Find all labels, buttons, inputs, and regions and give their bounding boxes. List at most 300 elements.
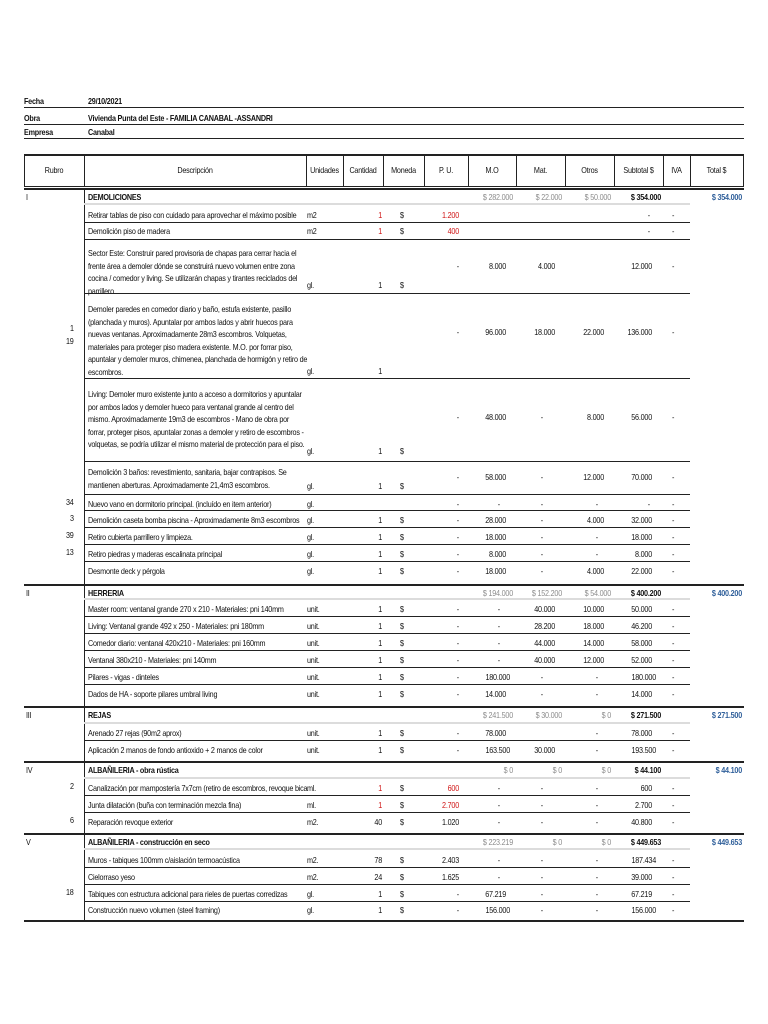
row-unit: gl. bbox=[307, 499, 314, 509]
row-qty: 40 bbox=[374, 817, 382, 827]
empresa-value: Canabal bbox=[88, 127, 115, 137]
row-description: Construcción nuevo volumen (steel framing) bbox=[88, 905, 220, 915]
section-mat: $ 0 bbox=[552, 837, 562, 847]
row-qty: 1 bbox=[378, 549, 382, 559]
row-otros: - bbox=[595, 872, 598, 882]
row-currency: $ bbox=[400, 446, 404, 456]
col-iva: IVA bbox=[671, 165, 682, 175]
row-subtotal: 8.000 bbox=[635, 549, 652, 559]
row-unit: gl. bbox=[307, 532, 314, 542]
row-pu: - bbox=[456, 566, 459, 576]
row-pu: - bbox=[456, 532, 459, 542]
section-otros: $ 50.000 bbox=[584, 192, 611, 202]
row-pu: - bbox=[456, 327, 459, 337]
row-description: Demolición 3 baños: revestimiento, sanitaria, bajar contrapisos. Se mantienen aberturas. Aproximadamente 21,4m3 escombros. bbox=[88, 467, 287, 490]
row-currency: $ bbox=[400, 783, 404, 793]
row-unit: gl. bbox=[307, 905, 314, 915]
row-mat: - bbox=[540, 855, 543, 865]
col-unidades: Unidades bbox=[310, 165, 339, 175]
section-title: HERRERIA bbox=[88, 588, 124, 598]
row-iva: - bbox=[672, 905, 675, 915]
row-currency: $ bbox=[400, 638, 404, 648]
row-qty: 1 bbox=[378, 446, 382, 456]
row-qty: 1 bbox=[378, 604, 382, 614]
row-currency: $ bbox=[400, 515, 404, 525]
row-unit: unit. bbox=[307, 604, 320, 614]
row-description: Aplicación 2 manos de fondo antioxido + 2 manos de color bbox=[88, 745, 263, 755]
row-mo: - bbox=[497, 872, 500, 882]
row-mat: 40.000 bbox=[534, 655, 555, 665]
col-cantidad: Cantidad bbox=[349, 165, 377, 175]
col-otros: Otros bbox=[581, 165, 598, 175]
row-mat: 30.000 bbox=[534, 745, 555, 755]
row-subtotal: 70.000 bbox=[631, 472, 652, 482]
row-description: Arenado 27 rejas (90m2 aprox) bbox=[88, 728, 182, 738]
row-description: Retiro piedras y maderas escalinata principal bbox=[88, 549, 223, 559]
section-title: ALBAÑILERIA - construcción en seco bbox=[88, 837, 210, 847]
row-mat: - bbox=[540, 566, 543, 576]
row-currency: $ bbox=[400, 621, 404, 631]
row-mat: - bbox=[540, 689, 543, 699]
row-unit: m2. bbox=[307, 855, 319, 865]
row-mat: - bbox=[540, 672, 543, 682]
row-qty: 1 bbox=[378, 481, 382, 491]
row-subtotal: 18.000 bbox=[631, 532, 652, 542]
row-mo: - bbox=[497, 499, 500, 509]
row-description: Nuevo vano en dormitorio principal. (incluído en item anterior) bbox=[88, 499, 272, 509]
row-currency: $ bbox=[400, 889, 404, 899]
section-title: DEMOLICIONES bbox=[88, 192, 142, 202]
row-mo: 163.500 bbox=[485, 745, 510, 755]
row-currency: $ bbox=[400, 532, 404, 542]
section-mat: $ 22.000 bbox=[535, 192, 562, 202]
row-subtotal: 12.000 bbox=[631, 261, 652, 271]
row-otros: 22.000 bbox=[583, 327, 604, 337]
row-pu: - bbox=[456, 655, 459, 665]
row-unit: m2. bbox=[307, 872, 319, 882]
section-subtotal: $ 354.000 bbox=[630, 192, 661, 202]
row-iva: - bbox=[672, 889, 675, 899]
row-mo: 78.000 bbox=[485, 728, 506, 738]
section-total: $ 354.000 bbox=[711, 192, 742, 202]
col-subtotal: Subtotal $ bbox=[623, 165, 654, 175]
row-unit: gl. bbox=[307, 889, 314, 899]
row-description: Sector Este: Construir pared provisoria de chapas para cerrar hacia el frente área a demoler dónde se construirá nuevo volumen entre zona cocina / comedor y living. Se utilizarán chapas y tirantes reciclados del parrillero. bbox=[88, 248, 298, 296]
row-pu: - bbox=[456, 905, 459, 915]
row-otros: - bbox=[595, 800, 598, 810]
row-unit: unit. bbox=[307, 638, 320, 648]
row-subtotal: 14.000 bbox=[631, 689, 652, 699]
row-mat: - bbox=[540, 412, 543, 422]
row-description: Living: Demoler muro existente junto a acceso a dormitorios y apuntalar por ambos lados y demoler hueco para ventanal grande al centro del mismo. Aproximadamente 19m3 de escombros - Mano de obra por forrar, proteger pisos, apuntalar zonas a demoler y retiro de escombros - volquetas, se podría utilizar el mismo material de protección para el piso. bbox=[88, 389, 305, 449]
row-iva: - bbox=[672, 515, 675, 525]
row-description: Tabiques con estructura adicional para rieles de puertas corredizas bbox=[88, 889, 288, 899]
section-otros: $ 54.000 bbox=[584, 588, 611, 598]
row-mat: - bbox=[540, 783, 543, 793]
row-pu: 1.625 bbox=[442, 872, 459, 882]
row-rubro: 18 bbox=[66, 887, 74, 897]
row-qty: 1 bbox=[378, 566, 382, 576]
row-qty: 1 bbox=[378, 638, 382, 648]
row-description: Desmonte deck y pérgola bbox=[88, 566, 165, 576]
row-currency: $ bbox=[400, 855, 404, 865]
row-pu: - bbox=[456, 261, 459, 271]
row-unit: m2 bbox=[307, 210, 317, 220]
section-mo: $ 241.500 bbox=[482, 710, 513, 720]
row-subtotal: 32.000 bbox=[631, 515, 652, 525]
row-qty: 78 bbox=[374, 855, 382, 865]
row-rubro: 2 bbox=[70, 781, 74, 791]
row-currency: $ bbox=[400, 728, 404, 738]
row-currency: $ bbox=[400, 745, 404, 755]
row-subtotal: 56.000 bbox=[631, 412, 652, 422]
row-rubro: 13 bbox=[66, 547, 74, 557]
row-subtotal: 46.200 bbox=[631, 621, 652, 631]
row-pu: 600 bbox=[447, 783, 459, 793]
row-subtotal: 156.000 bbox=[631, 905, 656, 915]
row-unit: unit. bbox=[307, 745, 320, 755]
row-iva: - bbox=[672, 472, 675, 482]
row-mo: - bbox=[497, 655, 500, 665]
row-subtotal: 52.000 bbox=[631, 655, 652, 665]
row-pu: 1.020 bbox=[442, 817, 459, 827]
row-otros: - bbox=[595, 532, 598, 542]
row-mo: 96.000 bbox=[485, 327, 506, 337]
row-pu: - bbox=[456, 889, 459, 899]
row-unit: unit. bbox=[307, 621, 320, 631]
section-subtotal: $ 44.100 bbox=[634, 765, 661, 775]
row-currency: $ bbox=[400, 817, 404, 827]
row-otros: - bbox=[595, 905, 598, 915]
section-mo: $ 282.000 bbox=[482, 192, 513, 202]
row-qty: 1 bbox=[378, 689, 382, 699]
row-mat: - bbox=[540, 532, 543, 542]
row-iva: - bbox=[672, 817, 675, 827]
row-otros: 18.000 bbox=[583, 621, 604, 631]
section-total: $ 44.100 bbox=[715, 765, 742, 775]
row-pu: - bbox=[456, 621, 459, 631]
section-title: ALBAÑILERIA - obra rústica bbox=[88, 765, 179, 775]
row-iva: - bbox=[672, 800, 675, 810]
row-mo: 8.000 bbox=[489, 549, 506, 559]
row-mat: - bbox=[540, 817, 543, 827]
row-description: Retiro cubierta parrillero y limpieza. bbox=[88, 532, 193, 542]
row-iva: - bbox=[672, 261, 675, 271]
row-currency: $ bbox=[400, 481, 404, 491]
row-otros: 12.000 bbox=[583, 472, 604, 482]
row-iva: - bbox=[672, 872, 675, 882]
row-description: Cielorraso yeso bbox=[88, 872, 135, 882]
row-mo: 14.000 bbox=[485, 689, 506, 699]
row-pu: - bbox=[456, 499, 459, 509]
row-unit: gl. bbox=[307, 446, 314, 456]
row-pu: - bbox=[456, 672, 459, 682]
row-iva: - bbox=[672, 672, 675, 682]
row-mo: 67.219 bbox=[485, 889, 506, 899]
section-mo: $ 0 bbox=[503, 765, 513, 775]
row-rubro: 19 bbox=[66, 336, 74, 346]
row-description: Demoler paredes en comedor diario y baño, estufa existente, pasillo (planchada y muros). Apuntalar por ambos lados y abrir huecos para nuevas ventanas. Aproximadamente 28m3 escombros. Volquetas, materiales para proteger piso madera existente. M.O. por forrar piso, apuntalar y demoler muros, chimenea, planchada de hormigón y retiro de escombros. bbox=[88, 304, 308, 377]
row-subtotal: 2.700 bbox=[635, 800, 652, 810]
section-total: $ 400.200 bbox=[711, 588, 742, 598]
row-otros: 12.000 bbox=[583, 655, 604, 665]
obra-value: Vivienda Punta del Este - FAMILIA CANABAL -ASSANDRI bbox=[88, 113, 273, 123]
row-pu: - bbox=[456, 549, 459, 559]
row-currency: $ bbox=[400, 905, 404, 915]
row-iva: - bbox=[672, 412, 675, 422]
row-rubro: 34 bbox=[66, 497, 74, 507]
row-mat: 44.000 bbox=[534, 638, 555, 648]
row-subtotal: 187.434 bbox=[631, 855, 656, 865]
row-mat: - bbox=[540, 905, 543, 915]
row-currency: $ bbox=[400, 549, 404, 559]
row-iva: - bbox=[672, 855, 675, 865]
row-iva: - bbox=[672, 655, 675, 665]
row-description: Living: Ventanal grande 492 x 250 - Materiales: pni 180mm bbox=[88, 621, 264, 631]
col-descripcion: Descripción bbox=[177, 165, 213, 175]
row-mo: 48.000 bbox=[485, 412, 506, 422]
row-iva: - bbox=[672, 566, 675, 576]
row-mo: 18.000 bbox=[485, 532, 506, 542]
row-otros: - bbox=[595, 689, 598, 699]
row-pu: 400 bbox=[447, 226, 459, 236]
row-description: Demolición piso de madera bbox=[88, 226, 170, 236]
row-mat: 28.200 bbox=[534, 621, 555, 631]
row-mo: - bbox=[497, 855, 500, 865]
row-unit: ml. bbox=[307, 783, 316, 793]
row-description: Master room: ventanal grande 270 x 210 - Materiales: pni 140mm bbox=[88, 604, 284, 614]
row-otros: - bbox=[595, 783, 598, 793]
row-pu: - bbox=[456, 604, 459, 614]
row-unit: gl. bbox=[307, 515, 314, 525]
row-mat: - bbox=[540, 472, 543, 482]
row-iva: - bbox=[672, 327, 675, 337]
row-subtotal: 22.000 bbox=[631, 566, 652, 576]
row-pu: - bbox=[456, 412, 459, 422]
row-otros: 8.000 bbox=[587, 412, 604, 422]
row-subtotal: 180.000 bbox=[631, 672, 656, 682]
col-mat: Mat. bbox=[533, 165, 548, 175]
row-mat: - bbox=[540, 800, 543, 810]
row-description: Muros - tabiques 100mm c/aislación termoacústica bbox=[88, 855, 240, 865]
row-description: Ventanal 380x210 - Materiales: pni 140mm bbox=[88, 655, 217, 665]
section-num: IV bbox=[26, 765, 33, 775]
row-pu: 1.200 bbox=[442, 210, 459, 220]
row-qty: 1 bbox=[378, 655, 382, 665]
fecha-label: Fecha bbox=[24, 96, 44, 106]
row-rubro: 39 bbox=[66, 530, 74, 540]
section-mo: $ 194.000 bbox=[482, 588, 513, 598]
row-unit: gl. bbox=[307, 481, 314, 491]
section-subtotal: $ 449.653 bbox=[630, 837, 661, 847]
row-mo: - bbox=[497, 604, 500, 614]
section-num: I bbox=[26, 192, 28, 202]
row-subtotal: 40.800 bbox=[631, 817, 652, 827]
row-iva: - bbox=[672, 783, 675, 793]
row-pu: - bbox=[456, 638, 459, 648]
section-otros: $ 0 bbox=[601, 837, 611, 847]
section-num: II bbox=[26, 588, 30, 598]
row-qty: 1 bbox=[378, 745, 382, 755]
row-mo: 18.000 bbox=[485, 566, 506, 576]
row-qty: 1 bbox=[378, 210, 382, 220]
row-currency: $ bbox=[400, 800, 404, 810]
row-subtotal: 136.000 bbox=[627, 327, 652, 337]
section-mo: $ 223.219 bbox=[482, 837, 513, 847]
row-pu: - bbox=[456, 689, 459, 699]
row-currency: $ bbox=[400, 604, 404, 614]
section-subtotal: $ 271.500 bbox=[630, 710, 661, 720]
section-total: $ 449.653 bbox=[711, 837, 742, 847]
row-unit: unit. bbox=[307, 728, 320, 738]
row-mat: 40.000 bbox=[534, 604, 555, 614]
row-description: Junta dilatación (buña con terminación mezcla fina) bbox=[88, 800, 242, 810]
row-otros: 10.000 bbox=[583, 604, 604, 614]
row-mo: 58.000 bbox=[485, 472, 506, 482]
col-moneda: Moneda bbox=[391, 165, 416, 175]
row-mat: 4.000 bbox=[538, 261, 555, 271]
row-subtotal: - bbox=[647, 226, 650, 236]
row-qty: 1 bbox=[378, 280, 382, 290]
row-unit: ml. bbox=[307, 800, 316, 810]
row-subtotal: 78.000 bbox=[631, 728, 652, 738]
section-num: III bbox=[26, 710, 32, 720]
row-currency: $ bbox=[400, 226, 404, 236]
row-subtotal: 58.000 bbox=[631, 638, 652, 648]
row-iva: - bbox=[672, 210, 675, 220]
row-unit: gl. bbox=[307, 566, 314, 576]
row-unit: m2 bbox=[307, 226, 317, 236]
fecha-value: 29/10/2021 bbox=[88, 96, 122, 106]
row-unit: unit. bbox=[307, 672, 320, 682]
row-mo: - bbox=[497, 621, 500, 631]
section-num: V bbox=[26, 837, 31, 847]
row-qty: 1 bbox=[378, 783, 382, 793]
row-subtotal: 50.000 bbox=[631, 604, 652, 614]
row-iva: - bbox=[672, 728, 675, 738]
row-otros: 4.000 bbox=[587, 566, 604, 576]
section-mat: $ 30.000 bbox=[535, 710, 562, 720]
empresa-label: Empresa bbox=[24, 127, 53, 137]
row-subtotal: 67.219 bbox=[631, 889, 652, 899]
row-unit: gl. bbox=[307, 280, 314, 290]
section-otros: $ 0 bbox=[601, 765, 611, 775]
section-total: $ 271.500 bbox=[711, 710, 742, 720]
row-pu: - bbox=[456, 728, 459, 738]
row-subtotal: 193.500 bbox=[631, 745, 656, 755]
row-description: Reparación revoque exterior bbox=[88, 817, 174, 827]
row-subtotal: - bbox=[647, 499, 650, 509]
row-mat: - bbox=[540, 889, 543, 899]
row-otros: - bbox=[595, 745, 598, 755]
row-qty: 1 bbox=[378, 366, 382, 376]
col-pu: P. U. bbox=[438, 165, 454, 175]
row-pu: - bbox=[456, 472, 459, 482]
section-title: REJAS bbox=[88, 710, 111, 720]
row-pu: - bbox=[456, 515, 459, 525]
row-pu: 2.403 bbox=[442, 855, 459, 865]
section-mat: $ 152.200 bbox=[531, 588, 562, 598]
row-pu: - bbox=[456, 745, 459, 755]
row-mo: 28.000 bbox=[485, 515, 506, 525]
row-qty: 1 bbox=[378, 905, 382, 915]
row-iva: - bbox=[672, 532, 675, 542]
row-otros: - bbox=[595, 499, 598, 509]
row-mo: - bbox=[497, 638, 500, 648]
row-subtotal: 600 bbox=[640, 783, 652, 793]
row-description: Comedor diario: ventanal 420x210 - Materiales: pni 160mm bbox=[88, 638, 266, 648]
row-unit: unit. bbox=[307, 689, 320, 699]
row-otros: 14.000 bbox=[583, 638, 604, 648]
row-iva: - bbox=[672, 226, 675, 236]
row-unit: unit. bbox=[307, 655, 320, 665]
row-rubro: 3 bbox=[70, 513, 74, 523]
row-description: Demolición caseta bomba piscina - Aproximadamente 8m3 escombros bbox=[88, 515, 300, 525]
col-total: Total $ bbox=[706, 165, 727, 175]
row-currency: $ bbox=[400, 280, 404, 290]
row-currency: $ bbox=[400, 872, 404, 882]
col-rubro: Rubro bbox=[44, 165, 64, 175]
col-mo: M.O bbox=[485, 165, 499, 175]
row-rubro: 1 bbox=[70, 323, 74, 333]
row-qty: 1 bbox=[378, 728, 382, 738]
row-subtotal: 39.000 bbox=[631, 872, 652, 882]
row-description: Pilares - vigas - dinteles bbox=[88, 672, 159, 682]
row-iva: - bbox=[672, 638, 675, 648]
row-qty: 1 bbox=[378, 672, 382, 682]
row-unit: m2. bbox=[307, 817, 319, 827]
row-unit: gl. bbox=[307, 366, 314, 376]
section-otros: $ 0 bbox=[601, 710, 611, 720]
row-otros: - bbox=[595, 817, 598, 827]
row-mo: - bbox=[497, 817, 500, 827]
row-qty: 1 bbox=[378, 800, 382, 810]
row-mat: - bbox=[540, 499, 543, 509]
row-currency: $ bbox=[400, 566, 404, 576]
row-mo: 8.000 bbox=[489, 261, 506, 271]
row-mat: - bbox=[540, 549, 543, 559]
row-iva: - bbox=[672, 604, 675, 614]
row-iva: - bbox=[672, 549, 675, 559]
row-mo: 156.000 bbox=[485, 905, 510, 915]
row-otros: 4.000 bbox=[587, 515, 604, 525]
row-iva: - bbox=[672, 745, 675, 755]
row-mo: - bbox=[497, 783, 500, 793]
row-description: Retirar tablas de piso con cuidado para aprovechar el máximo posible bbox=[88, 210, 297, 220]
row-rubro: 6 bbox=[70, 815, 74, 825]
row-currency: $ bbox=[400, 655, 404, 665]
row-description: Canalización por mampostería 7x7cm (retiro de escombros, revoque bica bbox=[88, 783, 308, 793]
row-currency: $ bbox=[400, 672, 404, 682]
row-iva: - bbox=[672, 499, 675, 509]
row-otros: - bbox=[595, 728, 598, 738]
row-qty: 1 bbox=[378, 889, 382, 899]
row-otros: - bbox=[595, 672, 598, 682]
row-mo: 180.000 bbox=[485, 672, 510, 682]
row-mat: - bbox=[540, 872, 543, 882]
section-subtotal: $ 400.200 bbox=[630, 588, 661, 598]
section-mat: $ 0 bbox=[552, 765, 562, 775]
row-currency: $ bbox=[400, 689, 404, 699]
row-qty: 1 bbox=[378, 515, 382, 525]
row-otros: - bbox=[595, 855, 598, 865]
row-mat: - bbox=[540, 515, 543, 525]
row-otros: - bbox=[595, 889, 598, 899]
obra-label: Obra bbox=[24, 113, 40, 123]
row-iva: - bbox=[672, 621, 675, 631]
row-otros: - bbox=[595, 549, 598, 559]
row-qty: 1 bbox=[378, 532, 382, 542]
